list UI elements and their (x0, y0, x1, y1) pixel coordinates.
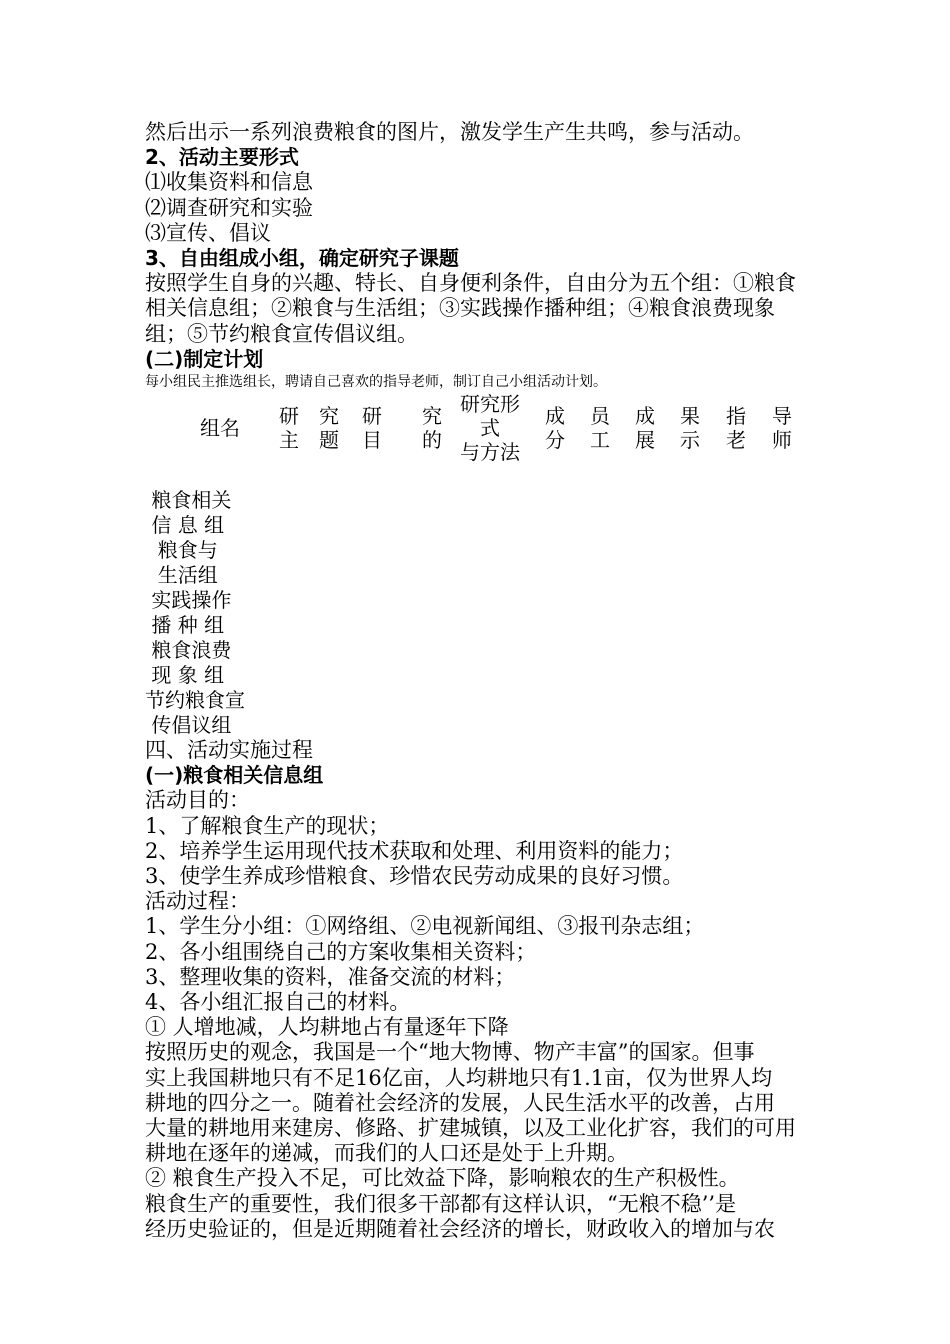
paragraph-line: 3、整理收集的资料，准备交流的材料； (145, 964, 516, 989)
paragraph-line: 粮食生产的重要性，我们很多干部都有这样认识，“无粮不稳’’是 (145, 1191, 737, 1216)
section-heading: 3、自由组成小组，确定研究子课题 (145, 246, 459, 271)
header-members-2: 员 工 (590, 404, 610, 453)
header-teacher-2: 导 师 (772, 404, 792, 453)
header-results-2: 果 示 (680, 404, 700, 453)
list-item: ⑵调查研究和实验 (145, 195, 313, 220)
section-heading: (二)制定计划 (145, 346, 264, 371)
header-purpose: 研 究 目 的 (362, 404, 442, 453)
table-row-label: 传倡议组 (145, 713, 232, 738)
document-content (145, 120, 810, 1242)
paragraph-line: 活动目的： (145, 788, 250, 813)
table-row-label: 生活组 (145, 563, 218, 588)
section-heading-plain: 四、活动实施过程 (145, 738, 313, 763)
table-row-label: 粮食与 (145, 538, 218, 563)
header-method: 研究形 式 与方法 (460, 392, 520, 465)
list-item: ⑶宣传、倡议 (145, 220, 271, 245)
table-row-label: 粮食相关 (145, 488, 232, 513)
table-row-label: 现 象 组 (145, 663, 225, 688)
paragraph-line: 按照历史的观念，我国是一个“地大物博、物产丰富”的国家。但事 (145, 1040, 755, 1065)
table-row-label: 粮食浪费 (145, 638, 232, 663)
table-row-label: 实践操作 (145, 588, 232, 613)
plan-note: 每小组民主推选组长，聘请自己喜欢的指导老师，制订自己小组活动计划。 (145, 374, 607, 391)
table-row-label: 播 种 组 (145, 613, 225, 638)
paragraph-line: 经历史验证的，但是近期随着社会经济的增长，财政收入的增加与农 (145, 1216, 775, 1241)
header-results: 成 展 (635, 404, 655, 453)
paragraph-line: 3、使学生养成珍惜粮食、珍惜农民劳动成果的良好习惯。 (145, 864, 684, 889)
paragraph-line: 按照学生自身的兴趣、特长、自身便利条件，自由分为五个组：①粮食 (145, 271, 796, 296)
paragraph-line: ① 人增地减，人均耕地占有量逐年下降 (145, 1015, 509, 1040)
plan-table-header (145, 392, 810, 488)
paragraph-line: 然后出示一系列浪费粮食的图片，激发学生产生共鸣，参与活动。 (145, 120, 754, 144)
header-teacher: 指 老 (726, 404, 746, 453)
list-item: ⑴收集资料和信息 (145, 170, 313, 195)
paragraph-line: 4、各小组汇报自己的材料。 (145, 990, 411, 1015)
section-heading: 2、活动主要形式 (145, 145, 299, 170)
header-group-name: 组名 (200, 416, 240, 441)
plan-table-groups (145, 488, 810, 738)
paragraph-line: 2、各小组围绕自己的方案收集相关资料； (145, 939, 537, 964)
paragraph-line: 大量的耕地用来建房、修路、扩建城镇，以及工业化扩容，我们的可用 (145, 1116, 796, 1141)
paragraph-line: 实上我国耕地只有不足16亿亩，人均耕地只有1.1亩，仅为世界人均 (145, 1065, 773, 1090)
paragraph-line: 耕地在逐年的递减，而我们的人口还是处于上升期。 (145, 1141, 628, 1166)
paragraph-line: 1、了解粮食生产的现状； (145, 813, 390, 838)
paragraph-line: 1、学生分小组：①网络组、②电视新闻组、③报刊杂志组； (145, 914, 705, 939)
header-members: 成 分 (545, 404, 565, 453)
section-heading: (一)粮食相关信息组 (145, 763, 324, 788)
table-row-label: 节约粮食宣 (145, 688, 245, 713)
paragraph-line: 2、培养学生运用现代技术获取和处理、利用资料的能力； (145, 838, 684, 863)
paragraph-line: 活动过程： (145, 889, 250, 914)
paragraph-line: ② 粮食生产投入不足，可比效益下降，影响粮农的生产积极性。 (145, 1166, 740, 1191)
table-row-label: 信 息 组 (145, 513, 225, 538)
paragraph-line: 相关信息组；②粮食与生活组；③实践操作播种组；④粮食浪费现象 (145, 296, 775, 321)
header-topic: 研 究 主 题 (279, 404, 339, 453)
paragraph-line: 组；⑤节约粮食宣传倡议组。 (145, 321, 418, 346)
paragraph-line: 耕地的四分之一。随着社会经济的发展，人民生活水平的改善，占用 (145, 1090, 775, 1115)
